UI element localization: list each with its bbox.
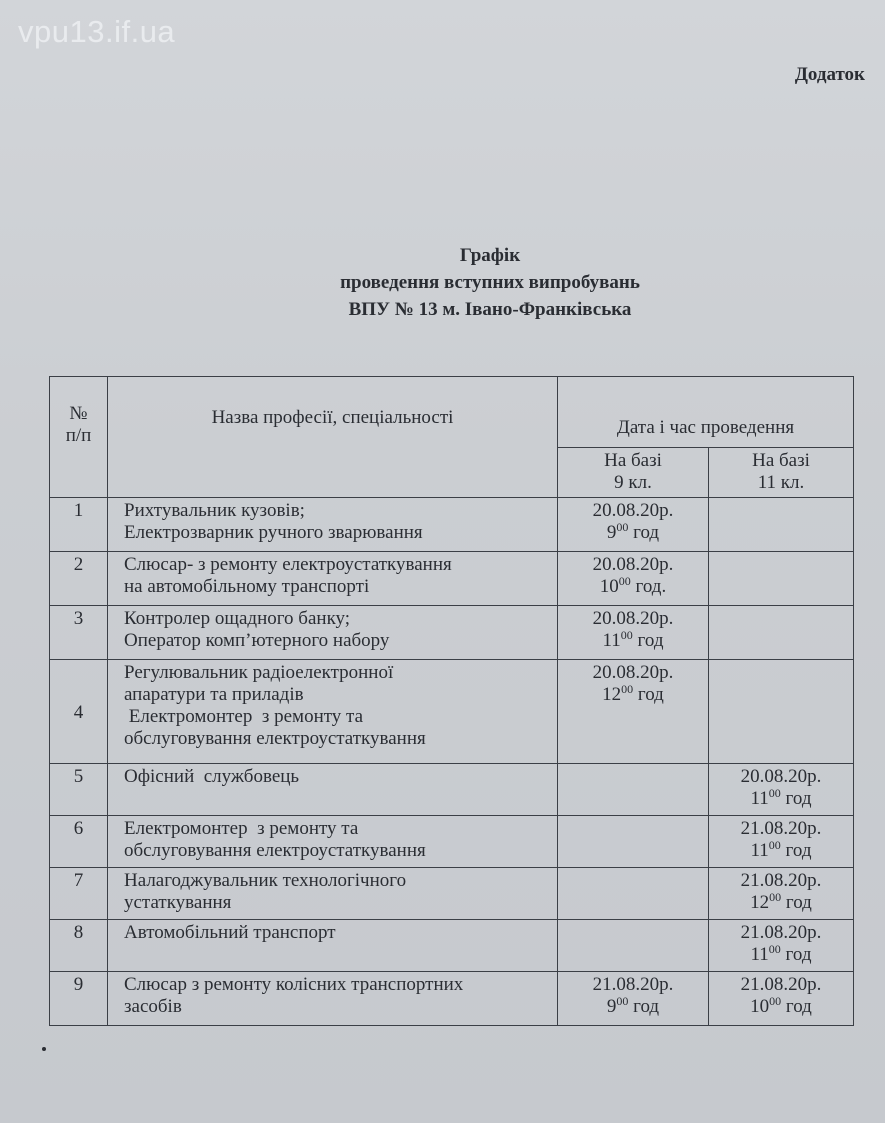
profession-name-line: Слюсар з ремонту колісних транспортних <box>124 974 464 995</box>
table-row <box>50 660 854 764</box>
exam-time <box>709 944 853 966</box>
date-base-9 <box>558 764 709 816</box>
exam-minutes: 00 <box>618 574 631 588</box>
exam-date: 21.08.20р. <box>740 922 822 943</box>
profession-name-line: обслуговування електроустаткування <box>124 728 426 749</box>
exam-time <box>709 840 853 862</box>
exam-date: 20.08.20р. <box>740 766 822 787</box>
schedule-table <box>49 376 854 1026</box>
exam-time <box>709 996 853 1018</box>
exam-time <box>558 522 708 544</box>
exam-hour: 9 <box>606 522 617 543</box>
exam-time <box>709 788 853 810</box>
profession-name-line: Контролер ощадного банку; <box>124 608 351 629</box>
profession-name-line: Рихтувальник кузовів; <box>124 500 305 521</box>
profession-name-line: Оператор комп’ютерного набору <box>124 630 390 651</box>
exam-time <box>558 630 708 652</box>
exam-minutes: 00 <box>768 786 781 800</box>
exam-unit: год <box>785 996 812 1017</box>
profession-name-line: Офісний службовець <box>124 766 300 787</box>
date-base-9 <box>558 552 709 606</box>
exam-minutes: 00 <box>621 682 634 696</box>
addendum-label: Додаток <box>794 64 865 85</box>
exam-time <box>558 996 708 1018</box>
exam-unit: год <box>785 892 812 913</box>
exam-hour: 10 <box>599 576 619 597</box>
exam-unit: год <box>785 840 812 861</box>
exam-hour: 11 <box>750 944 769 965</box>
header-base-11-line-2: 11 кл. <box>757 472 805 493</box>
exam-hour: 11 <box>750 788 769 809</box>
profession-name <box>108 816 558 868</box>
date-base-11 <box>709 606 854 660</box>
exam-unit: год <box>637 630 664 651</box>
profession-name-line: Електромонтер з ремонту та <box>124 818 359 839</box>
row-number: 1 <box>50 498 108 552</box>
exam-date: 20.08.20р. <box>592 554 674 575</box>
row-number: 4 <box>50 660 108 764</box>
row-number: 3 <box>50 606 108 660</box>
table-row <box>50 498 854 552</box>
profession-name <box>108 764 558 816</box>
exam-date: 20.08.20р. <box>592 662 674 683</box>
schedule-body <box>50 498 854 1026</box>
exam-unit: год <box>785 944 812 965</box>
date-base-11 <box>709 764 854 816</box>
profession-name <box>108 972 558 1026</box>
exam-hour: 12 <box>602 684 622 705</box>
date-base-11 <box>709 972 854 1026</box>
title-line-1: Графік <box>459 245 521 266</box>
profession-name <box>108 552 558 606</box>
header-base-9-line-2: 9 кл. <box>614 472 652 493</box>
table-row <box>50 972 854 1026</box>
header-base-11 <box>709 448 854 498</box>
profession-name-line: обслуговування електроустаткування <box>124 840 426 861</box>
row-number: 6 <box>50 816 108 868</box>
exam-unit: год <box>633 522 660 543</box>
exam-minutes: 00 <box>768 838 781 852</box>
header-number-line-1: № <box>69 403 88 424</box>
exam-date: 21.08.20р. <box>592 974 674 995</box>
header-base-11-line-1: На базі <box>752 450 810 471</box>
title-line-3: ВПУ № 13 м. Івано-Франківська <box>348 299 632 320</box>
date-base-11 <box>709 660 854 764</box>
table-row <box>50 920 854 972</box>
document-title <box>180 242 800 323</box>
watermark: vpu13.if.ua <box>18 14 176 49</box>
exam-time <box>558 576 708 598</box>
exam-hour: 12 <box>750 892 770 913</box>
exam-unit: год <box>637 684 664 705</box>
profession-name-line: Слюсар- з ремонту електроустаткування <box>124 554 452 575</box>
profession-name <box>108 498 558 552</box>
exam-minutes: 00 <box>768 942 781 956</box>
date-base-9 <box>558 816 709 868</box>
header-base-9 <box>558 448 709 498</box>
table-row <box>50 606 854 660</box>
exam-hour: 10 <box>750 996 770 1017</box>
date-base-9 <box>558 660 709 764</box>
exam-date: 21.08.20р. <box>740 870 822 891</box>
profession-name <box>108 920 558 972</box>
exam-unit: год <box>785 788 812 809</box>
header-date-time: Дата і час проведення <box>558 377 854 448</box>
profession-name-line: апаратури та приладів <box>124 684 304 705</box>
date-base-11 <box>709 552 854 606</box>
profession-name-line: засобів <box>124 996 182 1017</box>
exam-date: 21.08.20р. <box>740 974 822 995</box>
header-number-line-2: п/п <box>65 425 92 446</box>
row-number: 8 <box>50 920 108 972</box>
title-line-2: проведення вступних випробувань <box>340 272 640 293</box>
exam-date: 20.08.20р. <box>592 608 674 629</box>
exam-minutes: 00 <box>616 520 629 534</box>
exam-unit: год <box>633 996 660 1017</box>
date-base-11 <box>709 920 854 972</box>
exam-minutes: 00 <box>769 890 782 904</box>
profession-name-line: Електромонтер з ремонту та <box>124 706 364 727</box>
row-number: 5 <box>50 764 108 816</box>
table-row <box>50 816 854 868</box>
exam-date: 21.08.20р. <box>740 818 822 839</box>
table-row <box>50 764 854 816</box>
date-base-11 <box>709 868 854 920</box>
header-base-9-line-1: На базі <box>604 450 662 471</box>
exam-hour: 9 <box>606 996 617 1017</box>
profession-name-line: устаткування <box>124 892 232 913</box>
date-base-11 <box>709 498 854 552</box>
exam-time <box>709 892 853 914</box>
row-number: 2 <box>50 552 108 606</box>
profession-name <box>108 868 558 920</box>
table-row <box>50 868 854 920</box>
row-number: 9 <box>50 972 108 1026</box>
exam-date: 20.08.20р. <box>592 500 674 521</box>
exam-minutes: 00 <box>620 628 633 642</box>
table-row <box>50 552 854 606</box>
exam-hour: 11 <box>750 840 769 861</box>
date-base-9 <box>558 920 709 972</box>
profession-name-line: Налагоджувальник технологічного <box>124 870 407 891</box>
header-number <box>50 377 108 498</box>
date-base-9 <box>558 498 709 552</box>
profession-name-line: Автомобільний транспорт <box>124 922 336 943</box>
date-base-11 <box>709 816 854 868</box>
profession-name-line: Електрозварник ручного зварювання <box>124 522 423 543</box>
date-base-9 <box>558 606 709 660</box>
exam-minutes: 00 <box>769 994 782 1008</box>
profession-name-line: Регулювальник радіоелектронної <box>124 662 394 683</box>
exam-hour: 11 <box>602 630 621 651</box>
header-profession: Назва професії, спеціальності <box>108 377 558 498</box>
stray-mark <box>42 1047 46 1051</box>
profession-name-line: на автомобільному транспорті <box>124 576 370 597</box>
date-base-9 <box>558 868 709 920</box>
date-base-9 <box>558 972 709 1026</box>
exam-unit: год. <box>635 576 667 597</box>
profession-name <box>108 660 558 764</box>
exam-time <box>558 684 708 706</box>
row-number: 7 <box>50 868 108 920</box>
exam-minutes: 00 <box>616 994 629 1008</box>
profession-name <box>108 606 558 660</box>
